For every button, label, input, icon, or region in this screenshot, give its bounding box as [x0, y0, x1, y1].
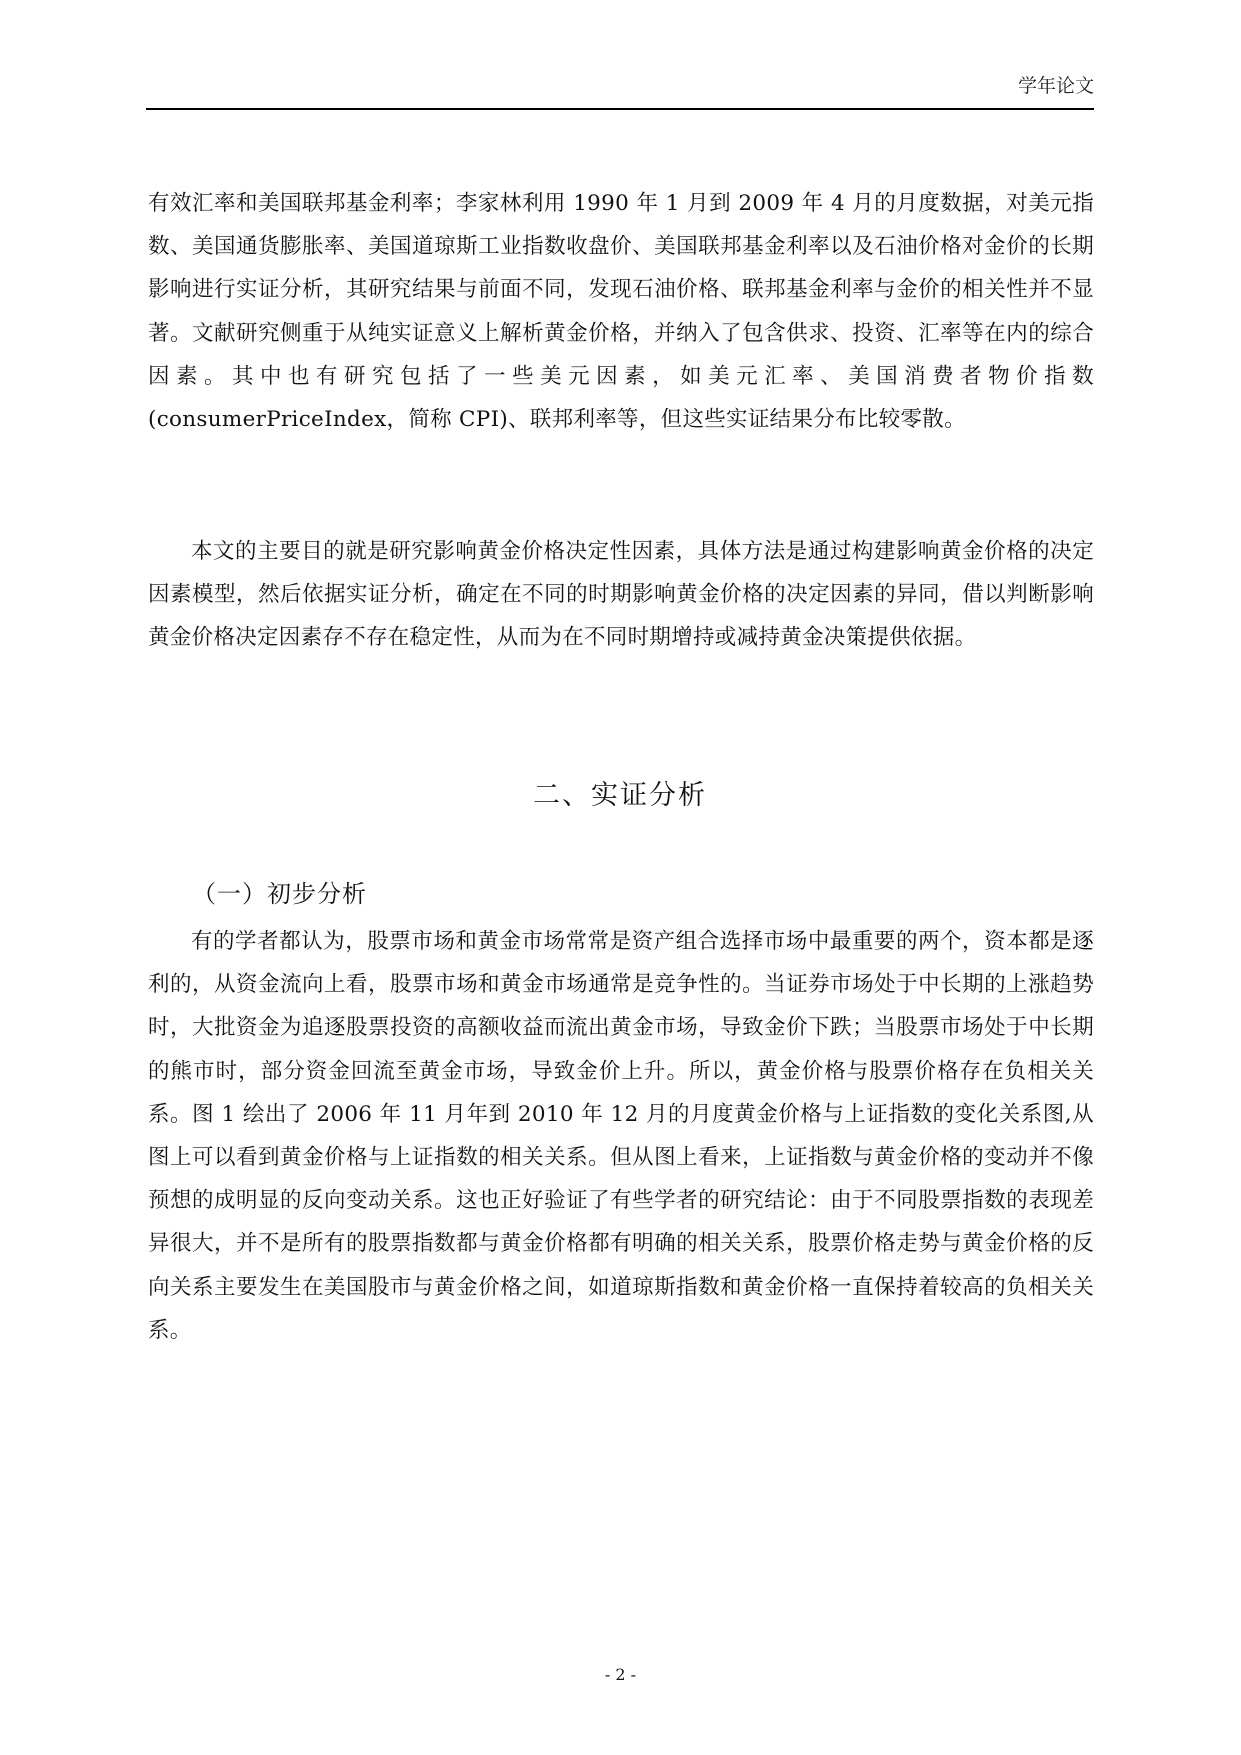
running-header-title: 学年论文: [1017, 75, 1094, 97]
section-title: 二、实证分析: [533, 780, 707, 811]
paragraph-research-purpose: 本文的主要目的就是研究影响黄金价格决定性因素，具体方法是通过构建影响黄金价格的决定因素模型，然后依据实证分析，确定在不同的时期影响黄金价格的决定因素的异同，借以判断影响黄金价格决定因素存不存在稳定性，从而为在不同时期增持或减持黄金决策提供依据。: [148, 539, 1094, 651]
paragraph-literature-review: 有效汇率和美国联邦基金利率；李家林利用 1990 年 1 月到 2009 年 4 月的月度数据，对美元指数、美国通货膨胀率、美国道琼斯工业指数收盘价、美国联邦基金利率以及石油价格对金价的长期影响进行实证分析，其研究结果与前面不同，发现石油价格、联邦基金利率与金价的相关性并不显著。文献研究侧重于从纯实证意义上解析黄金价格，并纳入了包含供求、投资、汇率等在内的综合因素。其中也有研究包括了一些美元因素，如美元汇率、美国消费者物价指数(consumerPriceIndex，简称 CPI)、联邦利率等，但这些实证结果分布比较零散。: [148, 191, 1094, 433]
paragraph-preliminary-analysis: 有的学者都认为，股票市场和黄金市场常常是资产组合选择市场中最重要的两个，资本都是逐利的，从资金流向上看，股票市场和黄金市场通常是竞争性的。当证券市场处于中长期的上涨趋势时，大批资金为追逐股票投资的高额收益而流出黄金市场，导致金价下跌；当股票市场处于中长期的熊市时，部分资金回流至黄金市场，导致金价上升。所以，黄金价格与股票价格存在负相关关系。图 1 绘出了 2006 年 11 月年到 2010 年 12 月的月度黄金价格与上证指数的变化关系图,从图上可以看到黄金价格与上证指数的相关关系。但从图上看来，上证指数与黄金价格的变动并不像预想的成明显的反向变动关系。这也正好验证了有些学者的研究结论：由于不同股票指数的表现差异很大，并不是所有的股票指数都与黄金价格都有明确的相关关系，股票价格走势与黄金价格的反向关系主要发生在美国股市与黄金价格之间，如道琼斯指数和黄金价格一直保持着较高的负相关关系。: [148, 929, 1094, 1343]
subsection-title: （一）初步分析: [192, 880, 367, 908]
page-number: - 2 -: [604, 1665, 637, 1684]
running-header: [146, 76, 1094, 110]
